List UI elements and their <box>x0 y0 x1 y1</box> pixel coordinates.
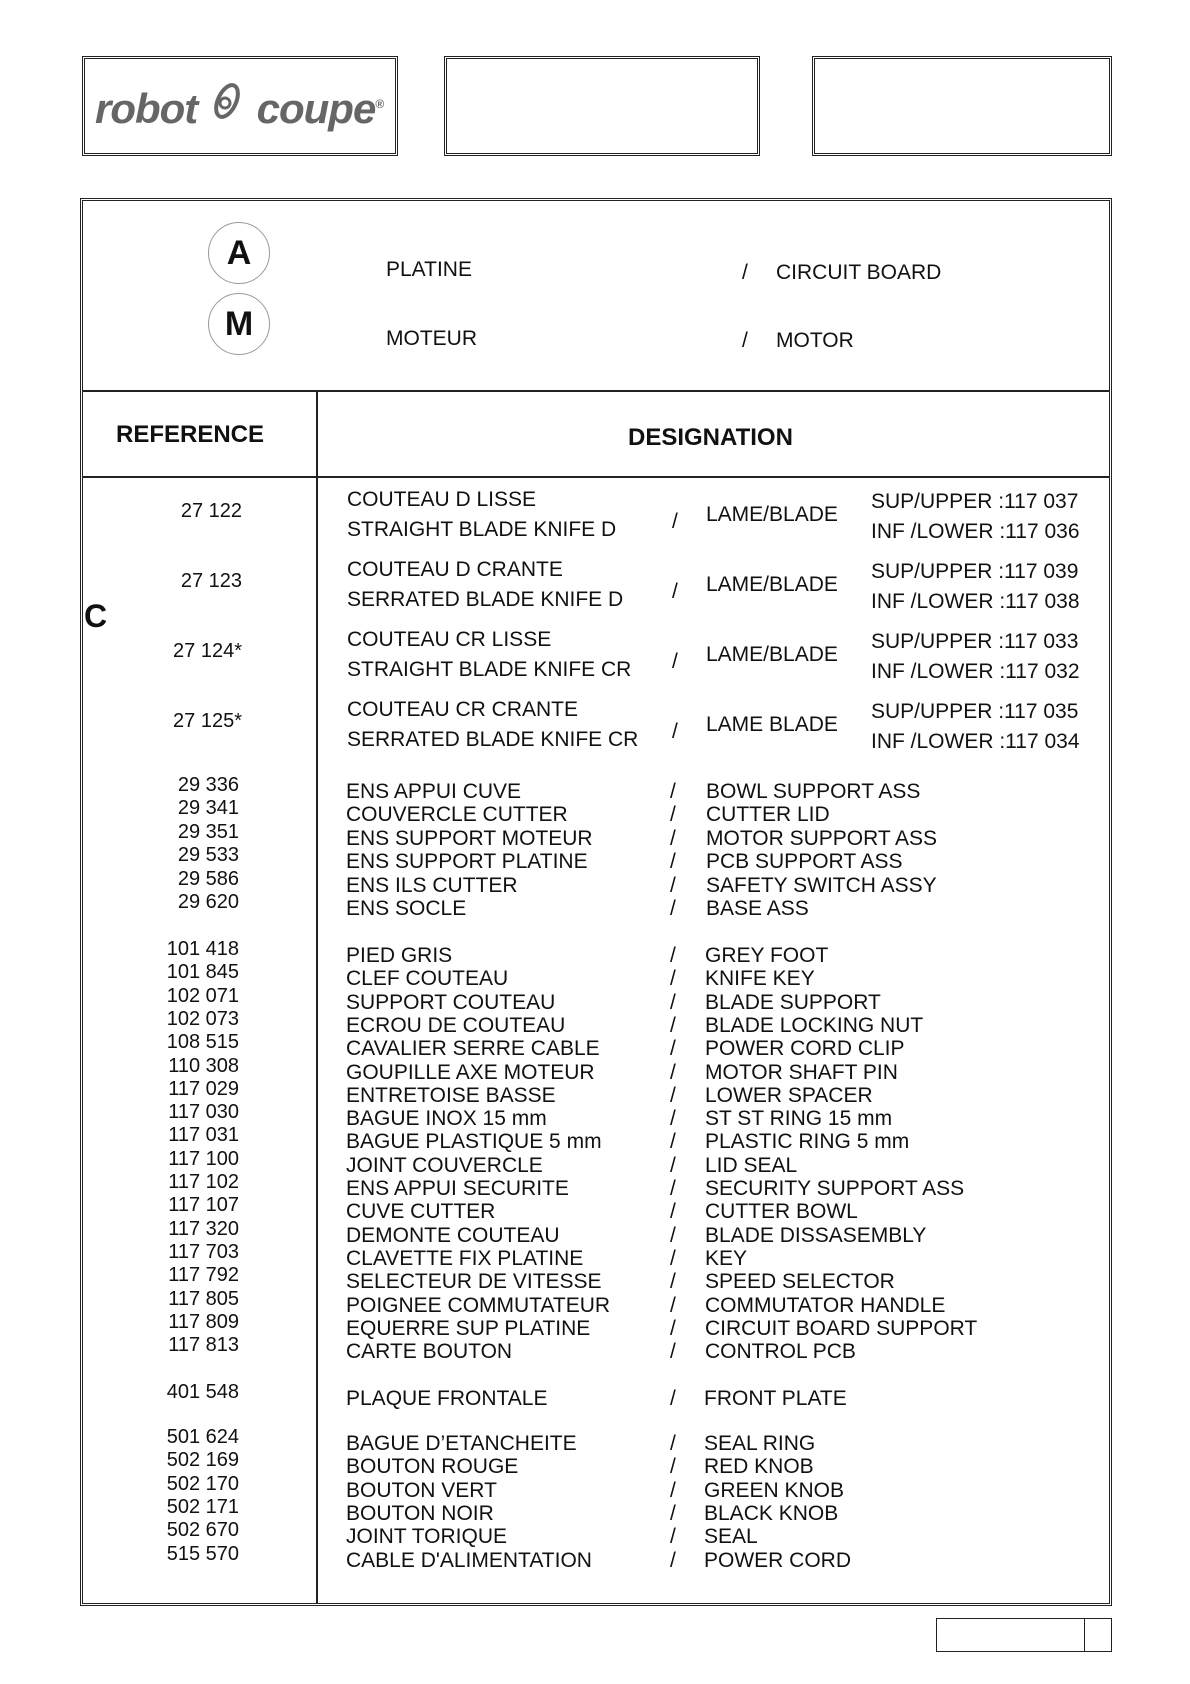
knife-sep: / <box>672 580 678 603</box>
part-sep: / <box>670 826 676 850</box>
part-en: CIRCUIT BOARD SUPPORT <box>705 1316 978 1340</box>
knife-ref: 27 122 <box>180 500 242 522</box>
part-fr: ENS SOCLE <box>346 897 467 920</box>
part-ref: 515 570 <box>166 1542 239 1565</box>
part-en: BLADE LOCKING NUT <box>705 1013 924 1037</box>
part-fr: SUPPORT COUTEAU <box>346 990 556 1014</box>
part-ref: 117 320 <box>168 1217 239 1240</box>
part-sep: / <box>670 1060 676 1084</box>
part-fr: EQUERRE SUP PLATINE <box>346 1316 591 1340</box>
part-fr: CUVE CUTTER <box>346 1200 496 1224</box>
part-sep: / <box>670 1478 676 1502</box>
part-sep: / <box>670 944 676 967</box>
part-sep: / <box>670 1037 676 1061</box>
knife-fr: COUTEAU CR LISSE <box>347 628 552 651</box>
part-en: MOTOR SHAFT PIN <box>705 1060 898 1084</box>
part-en: COMMUTATOR HANDLE <box>705 1293 946 1317</box>
knife-en: SERRATED BLADE KNIFE D <box>347 588 624 611</box>
part-sep: / <box>670 1501 676 1525</box>
part-ref: 117 792 <box>168 1264 239 1287</box>
legend-fr-m: MOTEUR <box>386 327 477 350</box>
part-ref: 502 670 <box>166 1519 239 1542</box>
part-en: GREEN KNOB <box>704 1478 845 1502</box>
header-box-middle <box>444 56 760 156</box>
registered-mark: ® <box>375 97 384 111</box>
part-en: FRONT PLATE <box>704 1387 847 1410</box>
part-sep: / <box>670 897 676 920</box>
knife-type: LAME/BLADE <box>706 643 838 666</box>
part-sep: / <box>670 967 676 991</box>
part-sep: / <box>670 803 676 827</box>
knife-fr: COUTEAU D CRANTE <box>347 558 563 581</box>
part-fr: SELECTEUR DE VITESSE <box>346 1270 602 1294</box>
part-en: SEAL RING <box>704 1432 816 1455</box>
part-sep: / <box>670 1130 676 1154</box>
knife-en: STRAIGHT BLADE KNIFE D <box>347 518 617 541</box>
part-sep: / <box>670 1340 676 1364</box>
part-ref: 117 029 <box>168 1077 239 1100</box>
part-fr: ENTRETOISE BASSE <box>346 1083 556 1107</box>
legend-fr-a: PLATINE <box>386 258 472 281</box>
legend-sep-a: / <box>742 261 748 284</box>
knife-en: SERRATED BLADE KNIFE CR <box>347 728 639 751</box>
part-ref: 502 169 <box>166 1449 239 1472</box>
part-en: RED KNOB <box>704 1455 814 1479</box>
part-fr: BOUTON VERT <box>346 1478 497 1502</box>
header-box-right <box>812 56 1112 156</box>
logo-left: robot <box>95 85 198 132</box>
part-fr: ENS APPUI SECURITE <box>346 1177 569 1200</box>
legend-en-a: CIRCUIT BOARD <box>776 261 942 284</box>
designation-header: DESIGNATION <box>628 424 793 451</box>
part-ref: 110 308 <box>168 1054 239 1077</box>
part-sep: / <box>670 873 676 897</box>
part-fr: BAGUE D’ETANCHEITE <box>346 1432 577 1455</box>
knife-sep: / <box>672 720 678 743</box>
knife-type: LAME BLADE <box>706 713 838 736</box>
part-fr: JOINT COUVERCLE <box>346 1153 543 1177</box>
knife-lower: INF /LOWER :117 034 <box>871 730 1080 753</box>
logo-right: coupe <box>256 85 376 132</box>
part-fr: ENS ILS CUTTER <box>346 873 518 897</box>
knife-lower: INF /LOWER :117 036 <box>871 520 1080 543</box>
part-en: BLADE SUPPORT <box>705 990 881 1014</box>
legend-symbol-a: A <box>208 222 270 284</box>
part-en: PCB SUPPORT ASS <box>706 850 903 874</box>
part-fr: CLAVETTE FIX PLATINE <box>346 1246 584 1270</box>
knife-type: LAME/BLADE <box>706 503 838 526</box>
part-en: MOTOR SUPPORT ASS <box>706 826 938 850</box>
part-ref: 29 341 <box>177 797 239 820</box>
part-ref: 117 107 <box>168 1194 239 1217</box>
part-sep: / <box>670 1316 676 1340</box>
knife-upper: SUP/UPPER :117 033 <box>871 630 1079 653</box>
part-ref: 502 170 <box>166 1472 239 1495</box>
part-fr: PLAQUE FRONTALE <box>346 1387 548 1410</box>
part-en: SECURITY SUPPORT ASS <box>705 1177 965 1200</box>
knife-ref: 27 124* <box>173 640 242 662</box>
part-fr: BOUTON NOIR <box>346 1501 494 1525</box>
part-en: POWER CORD <box>704 1548 851 1572</box>
knife-fr: COUTEAU CR CRANTE <box>347 698 579 721</box>
side-mark: C <box>84 598 108 634</box>
part-fr: CLEF COUTEAU <box>346 967 509 991</box>
knife-lower: INF /LOWER :117 032 <box>871 660 1080 683</box>
part-sep: / <box>670 1270 676 1294</box>
footer-box <box>936 1618 1112 1652</box>
part-ref: 117 102 <box>168 1171 239 1193</box>
part-sep: / <box>670 1293 676 1317</box>
part-en: SEAL <box>704 1525 758 1549</box>
part-ref: 102 071 <box>166 984 239 1007</box>
part-fr: ENS SUPPORT MOTEUR <box>346 826 593 850</box>
header-divider <box>82 476 1110 478</box>
part-fr: ENS SUPPORT PLATINE <box>346 850 588 874</box>
part-en: SPEED SELECTOR <box>705 1270 895 1294</box>
part-sep: / <box>670 1432 676 1455</box>
part-fr: ECROU DE COUTEAU <box>346 1013 566 1037</box>
legend-divider <box>82 390 1110 392</box>
part-ref: 502 171 <box>166 1495 239 1518</box>
legend-symbol-m: M <box>208 293 270 355</box>
knife-type: LAME/BLADE <box>706 573 838 596</box>
part-ref: 29 351 <box>177 820 239 843</box>
knife-sep: / <box>672 650 678 673</box>
part-fr: PIED GRIS <box>346 944 453 967</box>
part-sep: / <box>670 1107 676 1131</box>
part-sep: / <box>670 1223 676 1247</box>
part-en: CUTTER BOWL <box>705 1200 858 1224</box>
part-sep: / <box>670 1177 676 1200</box>
part-ref: 102 073 <box>166 1007 239 1030</box>
part-en: BLACK KNOB <box>704 1501 839 1525</box>
knife-fr: COUTEAU D LISSE <box>347 488 537 511</box>
part-ref: 117 813 <box>168 1334 239 1357</box>
part-ref: 29 336 <box>177 774 239 796</box>
part-fr: BAGUE PLASTIQUE 5 mm <box>346 1130 602 1154</box>
part-ref: 29 533 <box>177 844 239 867</box>
part-en: LOWER SPACER <box>705 1083 873 1107</box>
part-ref: 29 586 <box>177 867 239 890</box>
part-fr: ENS APPUI CUVE <box>346 780 522 803</box>
knife-upper: SUP/UPPER :117 037 <box>871 490 1079 513</box>
part-fr: COUVERCLE CUTTER <box>346 803 568 827</box>
knife-upper: SUP/UPPER :117 039 <box>871 560 1079 583</box>
part-en: POWER CORD CLIP <box>705 1037 905 1061</box>
part-ref: 101 418 <box>166 938 239 960</box>
part-fr: JOINT TORIQUE <box>346 1525 508 1549</box>
part-ref: 117 031 <box>168 1124 239 1147</box>
part-sep: / <box>670 990 676 1014</box>
part-ref: 117 809 <box>168 1310 239 1333</box>
part-en: SAFETY SWITCH ASSY <box>706 873 937 897</box>
knife-en: STRAIGHT BLADE KNIFE CR <box>347 658 632 681</box>
part-en: KEY <box>705 1246 748 1270</box>
part-sep: / <box>670 850 676 874</box>
part-fr: DEMONTE COUTEAU <box>346 1223 560 1247</box>
part-ref: 101 845 <box>166 961 239 984</box>
reference-header: REFERENCE <box>116 421 265 448</box>
footer-divider <box>1084 1618 1085 1652</box>
knife-upper: SUP/UPPER :117 035 <box>871 700 1079 723</box>
part-sep: / <box>670 1246 676 1270</box>
part-sep: / <box>670 1387 676 1410</box>
knife-lower: INF /LOWER :117 038 <box>871 590 1080 613</box>
part-sep: / <box>670 1013 676 1037</box>
part-sep: / <box>670 1153 676 1177</box>
part-en: BASE ASS <box>706 897 809 920</box>
part-en: LID SEAL <box>705 1153 798 1177</box>
brand-logo <box>95 79 383 133</box>
part-fr: GOUPILLE AXE MOTEUR <box>346 1060 595 1084</box>
part-fr: BOUTON ROUGE <box>346 1455 519 1479</box>
part-fr: BAGUE INOX 15 mm <box>346 1107 547 1131</box>
part-ref: 29 620 <box>177 891 239 913</box>
part-sep: / <box>670 1548 676 1572</box>
knife-ref: 27 125* <box>173 710 242 732</box>
column-divider <box>316 390 318 1603</box>
logo-box <box>82 56 398 156</box>
logo-swirl-icon <box>208 79 246 133</box>
part-fr: CARTE BOUTON <box>346 1340 513 1364</box>
part-ref: 501 624 <box>166 1426 239 1448</box>
part-en: ST ST RING 15 mm <box>705 1107 893 1131</box>
part-en: CONTROL PCB <box>705 1340 856 1364</box>
part-ref: 117 703 <box>168 1240 239 1263</box>
legend-sep-m: / <box>742 329 748 352</box>
part-ref: 401 548 <box>166 1381 239 1403</box>
part-en: PLASTIC RING 5 mm <box>705 1130 910 1154</box>
part-ref: 117 030 <box>168 1101 239 1124</box>
part-ref: 117 805 <box>168 1287 239 1310</box>
part-fr: CABLE D'ALIMENTATION <box>346 1548 592 1572</box>
knife-ref: 27 123 <box>180 570 242 592</box>
part-en: BLADE DISSASEMBLY <box>705 1223 927 1247</box>
part-sep: / <box>670 1083 676 1107</box>
part-en: GREY FOOT <box>705 944 829 967</box>
part-sep: / <box>670 1200 676 1224</box>
part-fr: POIGNEE COMMUTATEUR <box>346 1293 611 1317</box>
part-en: CUTTER LID <box>706 803 830 827</box>
part-sep: / <box>670 780 676 803</box>
part-ref: 108 515 <box>166 1031 239 1054</box>
knife-sep: / <box>672 510 678 533</box>
part-sep: / <box>670 1455 676 1479</box>
legend-en-m: MOTOR <box>776 329 854 352</box>
part-ref: 117 100 <box>168 1147 239 1170</box>
part-en: KNIFE KEY <box>705 967 815 991</box>
part-en: BOWL SUPPORT ASS <box>706 780 921 803</box>
part-fr: CAVALIER SERRE CABLE <box>346 1037 600 1061</box>
part-sep: / <box>670 1525 676 1549</box>
